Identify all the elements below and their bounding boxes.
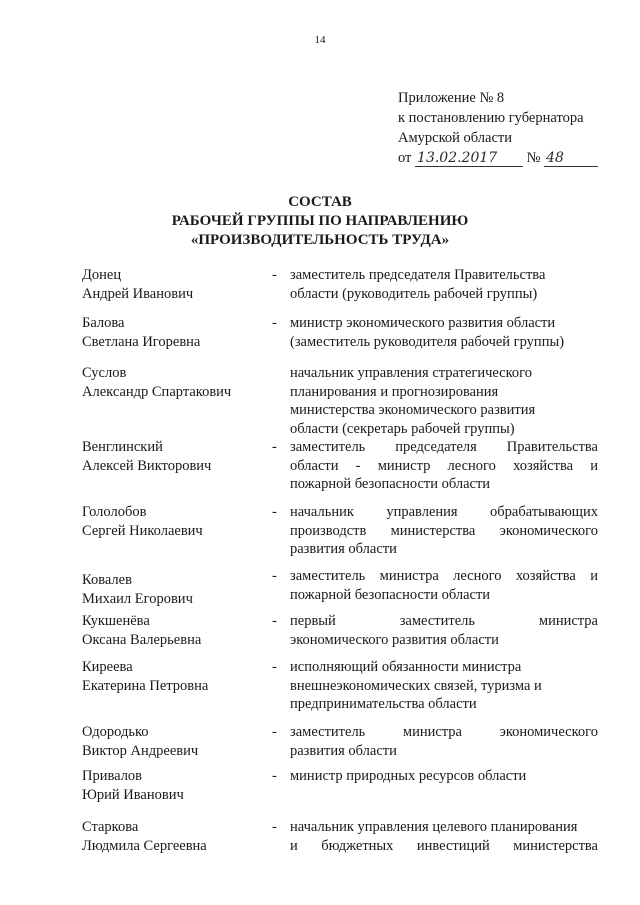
role-word: экономического: [499, 522, 598, 539]
member-name: [82, 503, 203, 540]
role-word: производств: [290, 522, 367, 539]
appendix-header: [398, 88, 598, 168]
title-line-2: РАБОЧЕЙ ГРУППЫ ПО НАПРАВЛЕНИЮ: [171, 213, 469, 229]
member-given-name: Юрий Иванович: [82, 786, 184, 803]
member-role: [290, 314, 598, 351]
member-given-name: Андрей Иванович: [82, 285, 194, 302]
role-word: лесного: [447, 457, 496, 474]
role-word: министерства: [513, 837, 598, 854]
role-word: первый: [290, 613, 336, 629]
role-word: обрабатывающих: [490, 504, 598, 520]
role-word: заместитель: [290, 724, 366, 740]
appendix-ref: к постановлению губернатора: [398, 110, 584, 126]
role-word: заместитель: [399, 613, 475, 629]
member-role: [290, 503, 598, 559]
role-word: начальник: [290, 504, 354, 520]
member-dash: -: [272, 613, 277, 629]
member-dash: -: [272, 568, 277, 584]
date-value: 13.02.2017: [417, 150, 498, 166]
role-word: хозяйства: [513, 457, 574, 474]
member-name: [82, 364, 231, 401]
member-role-line: начальник управления целевого планирования: [290, 819, 578, 835]
appendix-title: Приложение № 8: [398, 90, 505, 106]
date-field: [415, 150, 523, 167]
member-surname: Гололобов: [82, 504, 147, 520]
appendix-date-line: [398, 148, 598, 168]
member-role-line: внешнеэкономических связей, туризма и: [290, 677, 542, 694]
role-word: области: [290, 457, 339, 474]
member-surname: Венглинский: [82, 439, 163, 455]
member-role-line: области (секретарь рабочей группы): [290, 420, 515, 437]
member-name: [82, 612, 201, 649]
document-title: [0, 193, 640, 250]
member-given-name: Оксана Валерьевна: [82, 631, 202, 648]
member-role-line: [290, 723, 598, 742]
member-dash: -: [272, 315, 277, 331]
member-dash: -: [272, 768, 277, 784]
member-role-line: [290, 438, 598, 457]
role-word: инвестиций: [416, 837, 490, 854]
member-role-line: области (руководитель рабочей группы): [290, 285, 538, 302]
member-role-line: развития области: [290, 541, 397, 557]
number-value: 48: [546, 150, 564, 166]
member-role-line: пожарной безопасности области: [290, 476, 491, 492]
member-name: [82, 658, 208, 695]
role-word: министра: [538, 613, 598, 629]
member-role-line: [290, 503, 598, 522]
member-surname: Привалов: [82, 768, 143, 784]
role-word: Правительства: [506, 439, 598, 455]
appendix-region: Амурской области: [398, 130, 512, 146]
role-word: министерства: [390, 522, 476, 539]
number-prefix: №: [526, 150, 541, 166]
member-role: [290, 612, 598, 649]
member-surname: Киреева: [82, 659, 133, 675]
member-role-line: исполняющий обязанности министра: [290, 659, 522, 675]
member-role-line: министр экономического развития области: [290, 315, 556, 331]
member-dash: -: [272, 724, 277, 740]
member-given-name: Сергей Николаевич: [82, 522, 203, 539]
member-role: [290, 767, 598, 786]
member-role-line: (заместитель руководителя рабочей группы): [290, 333, 565, 350]
member-role-line: предпринимательства области: [290, 696, 477, 712]
member-surname: Балова: [82, 315, 125, 331]
title-line-3: «ПРОИЗВОДИТЕЛЬНОСТЬ ТРУДА»: [190, 232, 450, 248]
role-word: экономического: [499, 724, 598, 740]
member-role-line: заместитель председателя Правительства: [290, 267, 546, 283]
member-surname: Старкова: [82, 819, 139, 835]
member-given-name: Виктор Андреевич: [82, 742, 199, 759]
member-surname: Кукшенёва: [82, 613, 150, 629]
member-given-name: Екатерина Петровна: [82, 677, 209, 694]
member-dash: -: [272, 659, 277, 675]
number-field: [544, 150, 598, 167]
member-role-line: пожарной безопасности области: [290, 586, 491, 603]
member-name: [82, 767, 184, 804]
member-surname: Суслов: [82, 365, 127, 381]
member-role: [290, 658, 598, 714]
member-role-line: развития области: [290, 742, 397, 759]
member-role-line: планирования и прогнозирования: [290, 383, 499, 400]
member-role: [290, 567, 598, 604]
role-word: министра: [379, 568, 439, 584]
member-dash: -: [272, 819, 277, 835]
member-role-line: начальник управления стратегического: [290, 365, 533, 381]
member-given-name: Алексей Викторович: [82, 457, 212, 474]
role-word: заместитель: [290, 439, 366, 455]
member-role-line: [290, 612, 598, 631]
member-role-line: [290, 837, 598, 856]
member-name: [82, 314, 200, 351]
date-prefix: от: [398, 150, 412, 166]
member-role: [290, 364, 598, 438]
role-word: -: [355, 457, 361, 474]
member-role-line: [290, 522, 598, 541]
role-word: бюджетных: [321, 837, 394, 854]
member-surname: Донец: [82, 267, 122, 283]
member-role-line: министр природных ресурсов области: [290, 768, 527, 784]
member-role-line: [290, 567, 598, 586]
role-word: и: [290, 837, 298, 854]
member-dash: -: [272, 267, 277, 283]
member-role-line: [290, 457, 598, 476]
member-name: [82, 818, 207, 855]
role-word: и: [590, 568, 598, 584]
member-given-name: Людмила Сергеевна: [82, 837, 207, 854]
member-role: [290, 818, 598, 855]
member-name: [82, 266, 193, 303]
role-word: хозяйства: [515, 568, 576, 584]
member-role-line: министерства экономического развития: [290, 402, 536, 418]
member-name: [82, 723, 198, 760]
member-role: [290, 438, 598, 494]
member-role: [290, 723, 598, 760]
role-word: министр: [377, 457, 431, 474]
member-name: [82, 571, 193, 608]
member-dash: -: [272, 439, 277, 455]
role-word: председателя: [395, 439, 477, 455]
member-role: [290, 266, 598, 303]
member-surname: Ковалев: [82, 572, 132, 588]
member-given-name: Светлана Игоревна: [82, 333, 201, 350]
role-word: лесного: [453, 568, 502, 584]
role-word: министра: [402, 724, 462, 740]
member-dash: -: [272, 504, 277, 520]
member-given-name: Александр Спартакович: [82, 383, 232, 400]
role-word: и: [590, 457, 598, 474]
role-word: управления: [386, 504, 458, 520]
member-surname: Одородько: [82, 724, 149, 740]
member-role-line: экономического развития области: [290, 631, 499, 648]
member-name: [82, 438, 211, 475]
title-line-1: СОСТАВ: [288, 194, 352, 210]
member-given-name: Михаил Егорович: [82, 590, 193, 607]
role-word: заместитель: [290, 568, 366, 584]
page-number: 14: [314, 34, 326, 46]
